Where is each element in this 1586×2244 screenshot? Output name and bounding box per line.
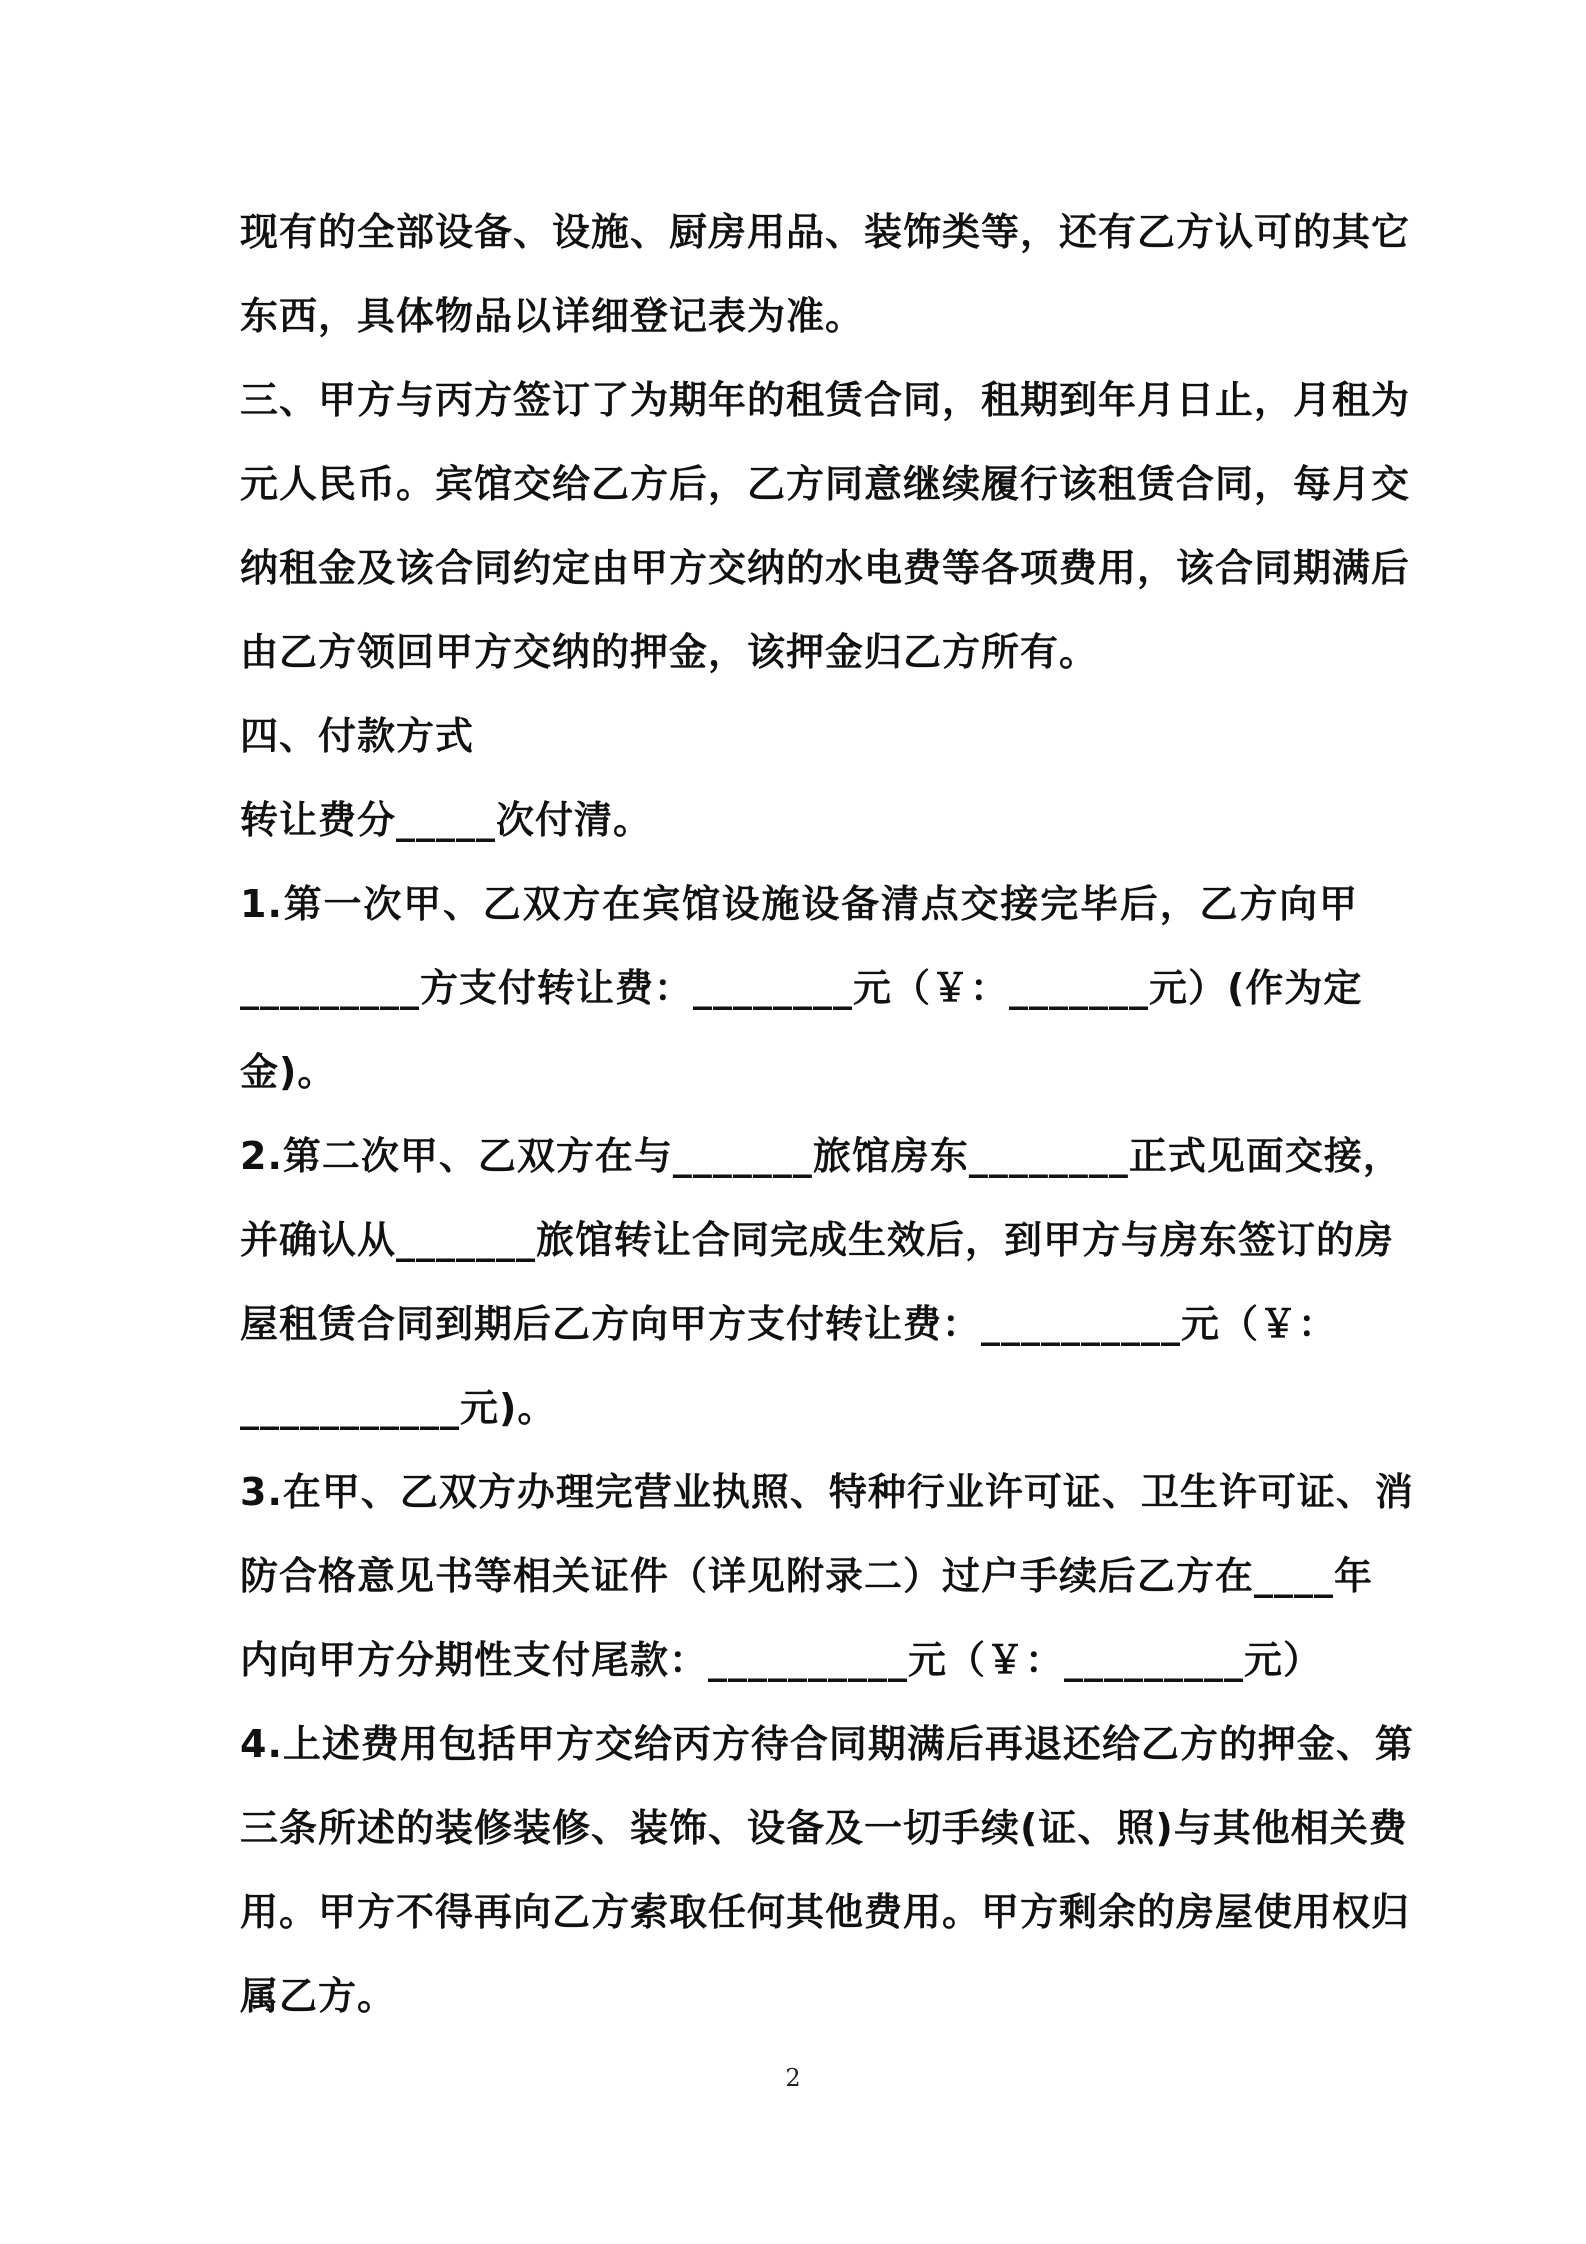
- text-line: 防合格意见书等相关证件（详见附录二）过户手续后乙方在____年: [240, 1554, 1374, 1598]
- page-number: 2: [785, 2064, 801, 2092]
- text-line: 元人民币。宾馆交给乙方后，乙方同意继续履行该租赁合同，每月交: [240, 462, 1411, 506]
- text-line: 东西，具体物品以详细登记表为准。: [240, 294, 865, 338]
- text-line: 转让费分_____次付清。: [240, 798, 653, 842]
- text-line: 金)。: [240, 1050, 337, 1094]
- text-line: 纳租金及该合同约定由甲方交纳的水电费等各项费用，该合同期满后: [240, 546, 1411, 590]
- text-line: 屋租赁合同到期后乙方向甲方支付转让费：__________元（￥：: [240, 1302, 1338, 1346]
- text-line: 1.第一次甲、乙双方在宾馆设施设备清点交接完毕后，乙方向甲: [240, 882, 1358, 926]
- text-line: 属乙方。: [240, 1974, 397, 2018]
- text-line: _________方支付转让费：________元（￥：_______元）(作为定: [240, 966, 1363, 1010]
- text-line: ___________元)。: [240, 1386, 557, 1430]
- text-line: 现有的全部设备、设施、厨房用品、装饰类等，还有乙方认可的其它: [240, 210, 1411, 254]
- text-line: 2.第二次甲、乙双方在与_______旅馆房东________正式见面交接，: [240, 1134, 1402, 1178]
- text-line: 3.在甲、乙双方办理完营业执照、特种行业许可证、卫生许可证、消: [240, 1470, 1414, 1514]
- text-line: 三条所述的装修装修、装饰、设备及一切手续(证、照)与其他相关费: [240, 1806, 1408, 1850]
- text-line: 由乙方领回甲方交纳的押金，该押金归乙方所有。: [240, 630, 1099, 674]
- text-line: 用。甲方不得再向乙方索取任何其他费用。甲方剩余的房屋使用权归: [240, 1890, 1411, 1934]
- text-line: 并确认从_______旅馆转让合同完成生效后，到甲方与房东签订的房: [240, 1218, 1395, 1262]
- document-body: [240, 190, 1414, 2038]
- text-line: 三、甲方与丙方签订了为期年的租赁合同，租期到年月日止，月租为: [240, 378, 1411, 422]
- text-line: 内向甲方分期性支付尾款：__________元（￥：_________元）: [240, 1638, 1323, 1682]
- section-heading: 四、付款方式: [240, 714, 475, 758]
- text-line: 4.上述费用包括甲方交给丙方待合同期满后再退还给乙方的押金、第: [240, 1722, 1414, 1766]
